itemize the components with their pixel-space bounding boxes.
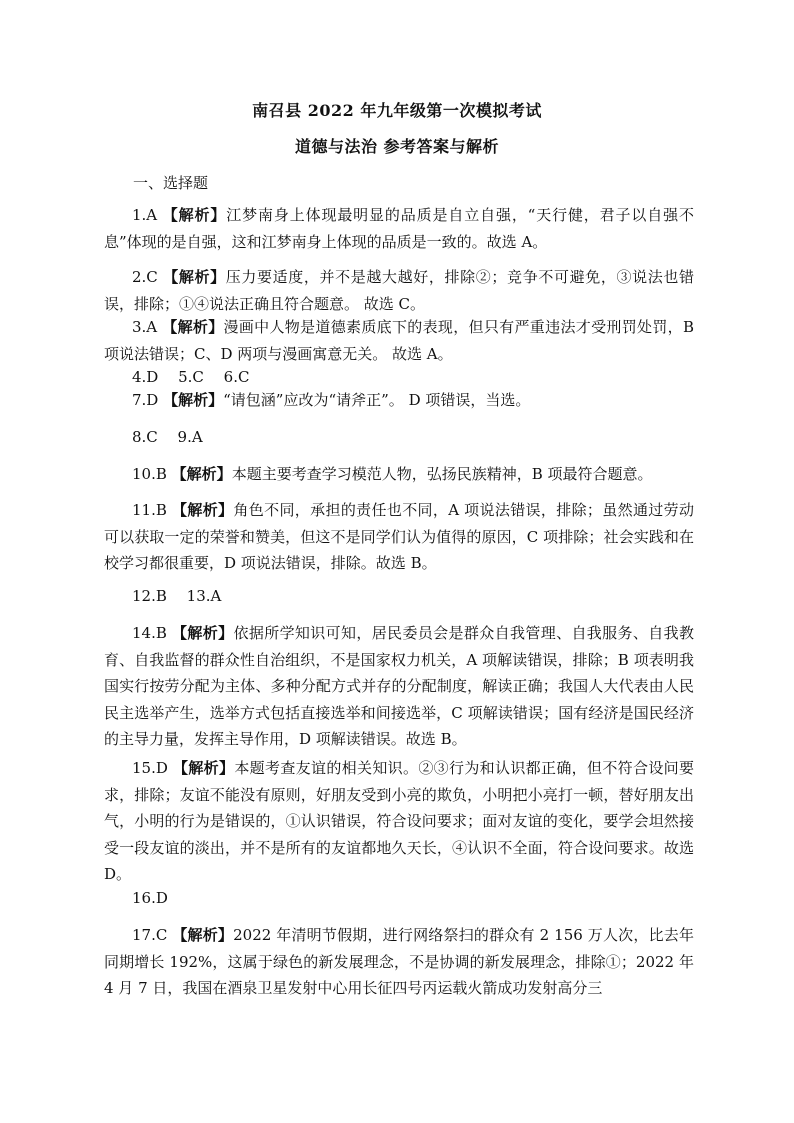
answer-item: 4.D 5.C 6.C xyxy=(132,368,250,386)
section-heading: 一、选择题 xyxy=(133,174,209,192)
answer-item: 15.D 【解析】本题考查友谊的相关知识。②③行为和认识都正确，但不符合设问要求，排除；友谊不能没有原则，好朋友受到小亮的欺负，小明把小亮打一顿，替好朋友出气，小明的行为是错误的，①认识错误，符合设问要求；面对友谊的变化，要学会坦然接受一段友谊的淡出，并不是所有的友谊都地久天长，④认识不全面，符合设问要求。故选 D。 xyxy=(104,759,694,883)
answer-item: 16.D xyxy=(132,889,168,907)
document-title: 南召县 2022 年九年级第一次模拟考试 xyxy=(252,101,542,120)
answer-item: 11.B 【解析】角色不同，承担的责任也不同，A 项说法错误，排除；虽然通过劳动可以获取一定的荣誉和赞美，但这不是同学们认为值得的原因，C 项排除；社会实践和在校学习都很重要，D 项说法错误，排除。故选 B。 xyxy=(104,501,694,572)
answer-item: 12.B 13.A xyxy=(132,587,222,605)
answer-item: 17.C 【解析】2022 年清明节假期，进行网络祭扫的群众有 2 156 万人次，比去年同期增长 192%，这属于绿色的新发展理念，不是协调的新发展理念，排除①；2022 年 4 月 7 日，我国在酒泉卫星发射中心用长征四号丙运载火箭成功发射高分三 xyxy=(104,926,694,997)
answer-item: 14.B 【解析】依据所学知识可知，居民委员会是群众自我管理、自我服务、自我教育、自我监督的群众性自治组织，不是国家权力机关，A 项解读错误，排除；B 项表明我国实行按劳分配为主体、多种分配方式并存的分配制度，解读正确；我国人大代表由人民民主选举产生，选举方式包括直接选举和间接选举，C 项解读错误；国有经济是国民经济的主导力量，发挥主导作用，D 项解读错误。故选 B。 xyxy=(104,624,694,748)
document-subtitle: 道德与法治 参考答案与解析 xyxy=(294,137,500,156)
answer-item: 1.A 【解析】江梦南身上体现最明显的品质是自立自强，“天行健，君子以自强不息”体现的是自强，这和江梦南身上体现的品质是一致的。故选 A。 xyxy=(104,206,694,251)
answer-item: 7.D 【解析】“请包涵”应改为“请斧正”。 D 项错误，当选。 xyxy=(132,391,531,409)
answer-item: 3.A 【解析】漫画中人物是道德素质底下的表现，但只有严重违法才受刑罚处罚，B 项说法错误；C、D 两项与漫画寓意无关。 故选 A。 xyxy=(104,318,694,363)
answer-item: 10.B 【解析】本题主要考查学习模范人物，弘扬民族精神，B 项最符合题意。 xyxy=(132,465,653,483)
answer-item: 8.C 9.A xyxy=(132,428,203,446)
answer-item: 2.C 【解析】压力要适度，并不是越大越好，排除②；竞争不可避免，③说法也错误，排除；①④说法正确且符合题意。 故选 C。 xyxy=(104,268,694,313)
